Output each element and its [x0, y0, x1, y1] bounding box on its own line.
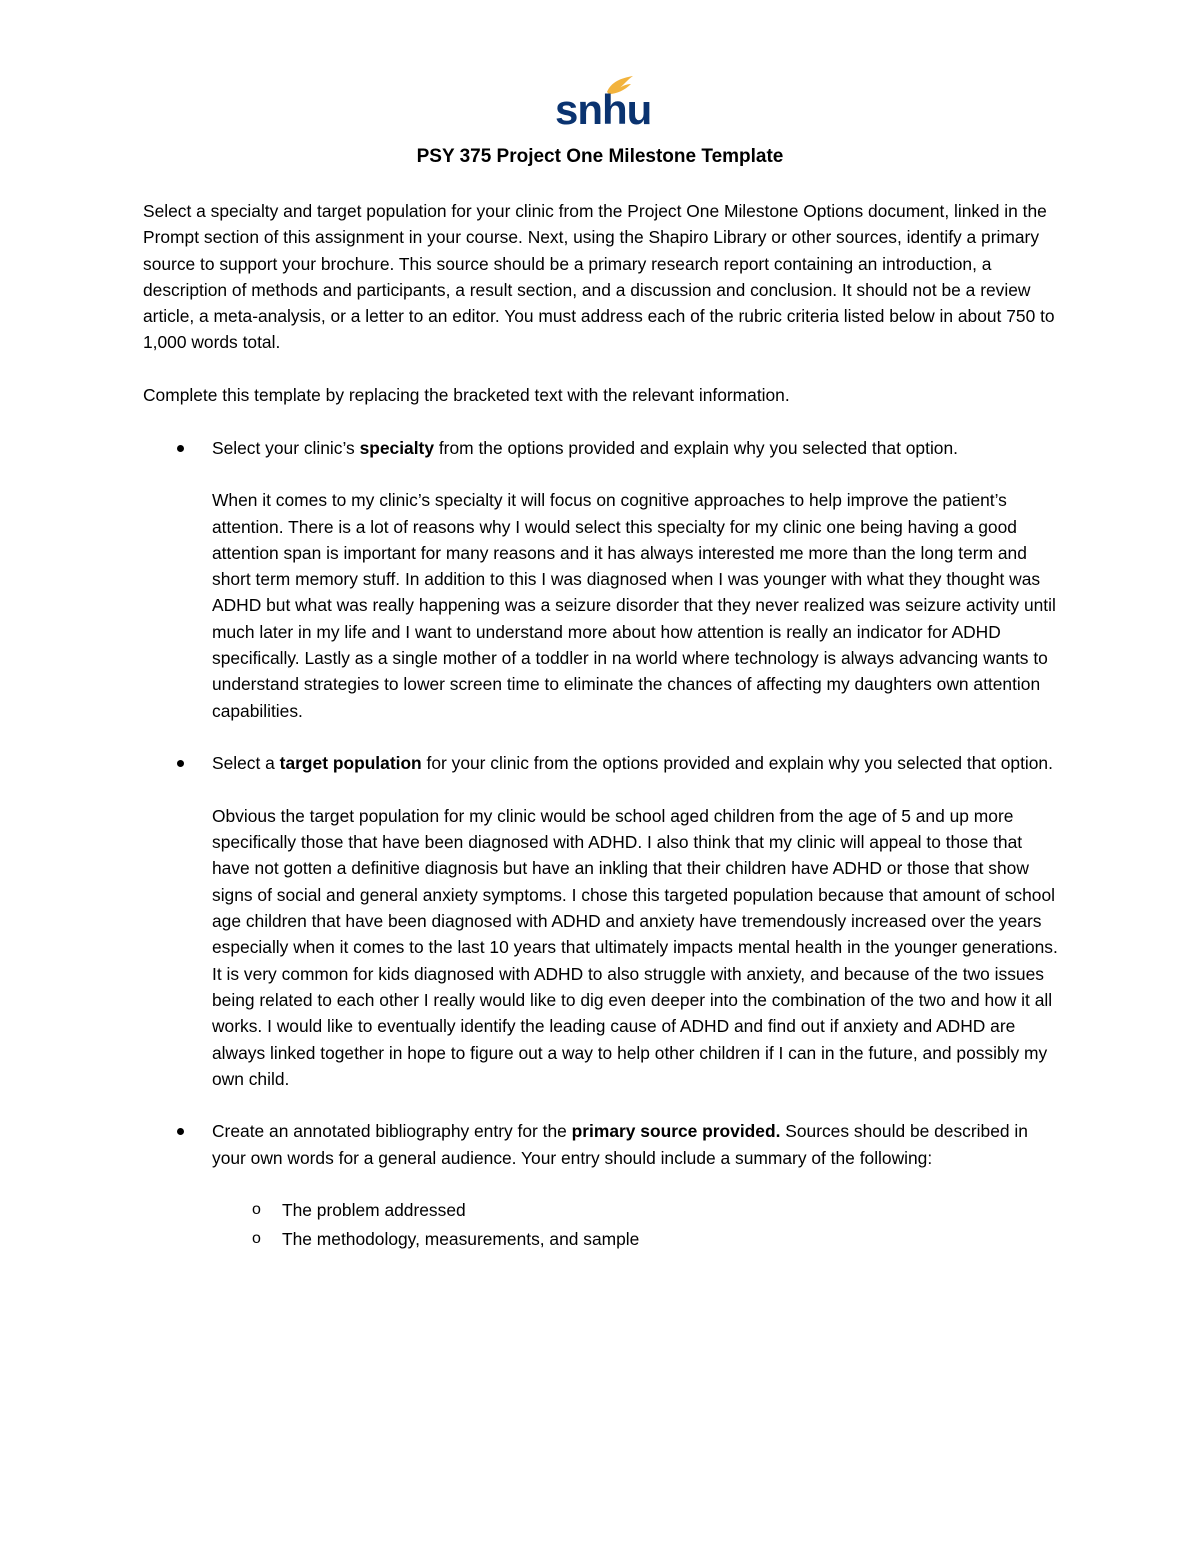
bullet-icon	[177, 760, 184, 767]
list-item	[143, 435, 1063, 724]
bullet-prompt: Select a target population for your clinic from the options provided and explain why you selected that option.	[212, 753, 1053, 774]
bullet-answer: When it comes to my clinic’s specialty it will focus on cognitive approaches to help improve the patient’s attention. There is a lot of reasons why I would select this specialty for my clinic one being having a good attention span is important for many reasons and it has always interested me more than the long term and short term memory stuff. In addition to this I was diagnosed when I was younger with what they thought was ADHD but what was really happening was a seizure disorder that they never realized was seizure activity until much later in my life and I want to understand more about how attention is really an indicator for ADHD specifically. Lastly as a single mother of a toddler in na world where technology is always advancing wants to understand strategies to lower screen time to eliminate the chances of affecting my daughters own attention capabilities.	[212, 490, 1056, 721]
list-item	[143, 750, 1063, 1092]
bullet-prompt: Create an annotated bibliography entry for the primary source provided. Sources should be described in your own words for a general audience. Your entry should include a summary of the following:	[212, 1121, 1028, 1168]
snhu-logo	[555, 74, 652, 133]
page-title: PSY 375 Project One Milestone Template	[416, 146, 784, 167]
circle-bullet-icon: o	[252, 1201, 261, 1219]
document-body	[143, 198, 1063, 1282]
circle-bullet-icon: o	[252, 1230, 261, 1248]
logo-text: snhu	[555, 86, 652, 133]
sub-list	[212, 1197, 1063, 1255]
bullet-prompt: Select your clinic’s specialty from the options provided and explain why you selected that option.	[212, 437, 958, 458]
sub-list-item: o The problem addressed	[212, 1197, 1063, 1226]
bullet-icon	[177, 445, 184, 452]
bullet-answer: Obvious the target population for my clinic would be school aged children from the age of 5 and up more specifically those that have been diagnosed with ADHD. I also think that my clinic will appeal to those that have not gotten a definitive diagnosis but have an inkling that their children have ADHD or those that show signs of social and general anxiety symptoms. I chose this targeted population because that amount of school age children that have been diagnosed with ADHD and anxiety have tremendously increased over the years especially when it comes to the last 10 years that ultimately impacts mental health in the younger generations. It is very common for kids diagnosed with ADHD to also struggle with anxiety, and because of the two issues being related to each other I really would like to dig even deeper into the combination of the two and how it all works. I would like to eventually identify the leading cause of ADHD and find out if anxiety and ADHD are always linked together in hope to figure out a way to help other children if I can in the future, and possibly my own child.	[212, 805, 1058, 1089]
bullet-icon	[177, 1128, 184, 1135]
sub-list-item: o The methodology, measurements, and sample	[212, 1226, 1063, 1255]
criteria-list	[143, 435, 1063, 1256]
intro-paragraph: Select a specialty and target population for your clinic from the Project One Milestone Options document, linked in the Prompt section of this assignment in your course. Next, using the Shapiro Library or other sources, identify a primary source to support your brochure. This source should be a primary research report containing an introduction, a description of methods and participants, a result section, and a discussion and conclusion. It should not be a review article, a meta-analysis, or a letter to an editor. You must address each of the rubric criteria listed below in about 750 to 1,000 words total.	[143, 201, 1055, 353]
list-item	[143, 1118, 1063, 1255]
instruction-paragraph: Complete this template by replacing the bracketed text with the relevant information.	[143, 385, 790, 406]
